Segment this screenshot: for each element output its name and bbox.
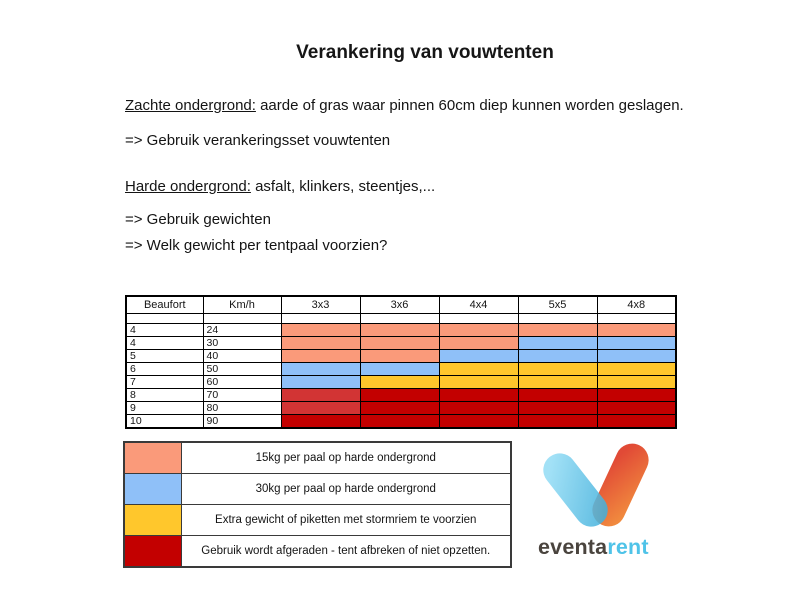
zone-cell-yellow xyxy=(360,376,439,389)
legend-table xyxy=(123,441,512,568)
legend-row xyxy=(124,474,511,505)
zone-cell-red_dark xyxy=(597,402,676,415)
spacer-cell xyxy=(439,314,518,324)
kmh-cell: 70 xyxy=(203,389,281,402)
wind-table-row xyxy=(126,337,676,350)
legend-swatch-yellow xyxy=(124,505,181,536)
wind-table-row xyxy=(126,376,676,389)
column-header: 3x6 xyxy=(360,296,439,314)
brand-name-light: rent xyxy=(607,535,649,559)
beaufort-cell: 6 xyxy=(126,363,203,376)
legend-swatch-salmon xyxy=(124,442,181,474)
zone-cell-red_dark xyxy=(518,389,597,402)
wind-table-row xyxy=(126,324,676,337)
zone-cell-blue xyxy=(360,363,439,376)
column-header: 4x8 xyxy=(597,296,676,314)
zone-cell-red_medium xyxy=(281,402,360,415)
beaufort-cell: 8 xyxy=(126,389,203,402)
spacer-cell xyxy=(360,314,439,324)
page-title: Verankering van vouwtenten xyxy=(296,42,554,63)
legend-row xyxy=(124,442,511,474)
zone-cell-red_dark xyxy=(597,389,676,402)
zone-cell-blue xyxy=(281,376,360,389)
zone-cell-yellow xyxy=(518,376,597,389)
zone-cell-red_dark xyxy=(439,389,518,402)
zone-cell-salmon xyxy=(439,324,518,337)
kmh-cell: 50 xyxy=(203,363,281,376)
zone-cell-red_dark xyxy=(597,415,676,429)
spacer-cell xyxy=(203,314,281,324)
column-header: 3x3 xyxy=(281,296,360,314)
column-header: 4x4 xyxy=(439,296,518,314)
legend-row xyxy=(124,505,511,536)
zone-cell-yellow xyxy=(439,363,518,376)
wind-table-row xyxy=(126,389,676,402)
zone-cell-yellow xyxy=(597,363,676,376)
wind-table-row xyxy=(126,363,676,376)
zone-cell-salmon xyxy=(281,337,360,350)
zone-cell-yellow xyxy=(597,376,676,389)
zone-cell-red_medium xyxy=(281,389,360,402)
zone-cell-salmon xyxy=(360,350,439,363)
beaufort-cell: 9 xyxy=(126,402,203,415)
zone-cell-yellow xyxy=(439,376,518,389)
hard-ground-action-2: => Welk gewicht per tentpaal voorzien? xyxy=(125,237,388,254)
kmh-cell: 80 xyxy=(203,402,281,415)
hard-ground-text: asfalt, klinkers, steentjes,... xyxy=(250,178,436,195)
zone-cell-blue xyxy=(439,350,518,363)
kmh-cell: 40 xyxy=(203,350,281,363)
zone-cell-red_dark xyxy=(439,402,518,415)
wind-table-row xyxy=(126,415,676,429)
beaufort-cell: 7 xyxy=(126,376,203,389)
beaufort-cell: 5 xyxy=(126,350,203,363)
zone-cell-salmon xyxy=(439,337,518,350)
zone-cell-red_dark xyxy=(281,415,360,429)
spacer-row xyxy=(126,314,676,324)
hard-ground-line xyxy=(125,178,435,195)
wind-table-header-row xyxy=(126,296,676,314)
zone-cell-red_dark xyxy=(439,415,518,429)
wind-force-table xyxy=(125,295,677,429)
legend-label: Gebruik wordt afgeraden - tent afbreken of niet opzetten. xyxy=(181,536,511,568)
brand-name-dark: eventa xyxy=(538,535,608,559)
column-header: Beaufort xyxy=(126,296,203,314)
column-header: Km/h xyxy=(203,296,281,314)
legend-label: Extra gewicht of piketten met stormriem te voorzien xyxy=(181,505,511,536)
kmh-cell: 90 xyxy=(203,415,281,429)
spacer-cell xyxy=(281,314,360,324)
legend-label: 30kg per paal op harde ondergrond xyxy=(181,474,511,505)
zone-cell-red_dark xyxy=(518,402,597,415)
soft-ground-line xyxy=(125,97,684,114)
zone-cell-salmon xyxy=(597,324,676,337)
zone-cell-salmon xyxy=(281,350,360,363)
brand-wordmark xyxy=(538,535,649,560)
kmh-cell: 60 xyxy=(203,376,281,389)
zone-cell-blue xyxy=(597,337,676,350)
zone-cell-salmon xyxy=(518,324,597,337)
kmh-cell: 24 xyxy=(203,324,281,337)
wind-table-row xyxy=(126,402,676,415)
beaufort-cell: 10 xyxy=(126,415,203,429)
zone-cell-salmon xyxy=(360,324,439,337)
beaufort-cell: 4 xyxy=(126,324,203,337)
zone-cell-red_dark xyxy=(360,415,439,429)
column-header: 5x5 xyxy=(518,296,597,314)
zone-cell-red_dark xyxy=(518,415,597,429)
zone-cell-red_dark xyxy=(360,389,439,402)
hard-ground-heading: Harde ondergrond: xyxy=(125,178,251,195)
spacer-cell xyxy=(597,314,676,324)
spacer-cell xyxy=(126,314,203,324)
legend-row xyxy=(124,536,511,568)
soft-ground-action: => Gebruik verankeringsset vouwtenten xyxy=(125,132,391,149)
zone-cell-blue xyxy=(518,350,597,363)
spacer-cell xyxy=(518,314,597,324)
soft-ground-heading: Zachte ondergrond: xyxy=(125,97,256,114)
soft-ground-text: aarde of gras waar pinnen 60cm diep kunnen worden geslagen. xyxy=(255,97,684,114)
kmh-cell: 30 xyxy=(203,337,281,350)
legend-swatch-red_dark xyxy=(124,536,181,568)
hard-ground-action-1: => Gebruik gewichten xyxy=(125,211,271,228)
zone-cell-blue xyxy=(597,350,676,363)
zone-cell-salmon xyxy=(281,324,360,337)
wind-table-row xyxy=(126,350,676,363)
beaufort-cell: 4 xyxy=(126,337,203,350)
zone-cell-yellow xyxy=(518,363,597,376)
legend-swatch-blue xyxy=(124,474,181,505)
zone-cell-blue xyxy=(518,337,597,350)
zone-cell-blue xyxy=(281,363,360,376)
zone-cell-salmon xyxy=(360,337,439,350)
brand-logo xyxy=(535,440,675,570)
legend-label: 15kg per paal op harde ondergrond xyxy=(181,442,511,474)
zone-cell-red_dark xyxy=(360,402,439,415)
